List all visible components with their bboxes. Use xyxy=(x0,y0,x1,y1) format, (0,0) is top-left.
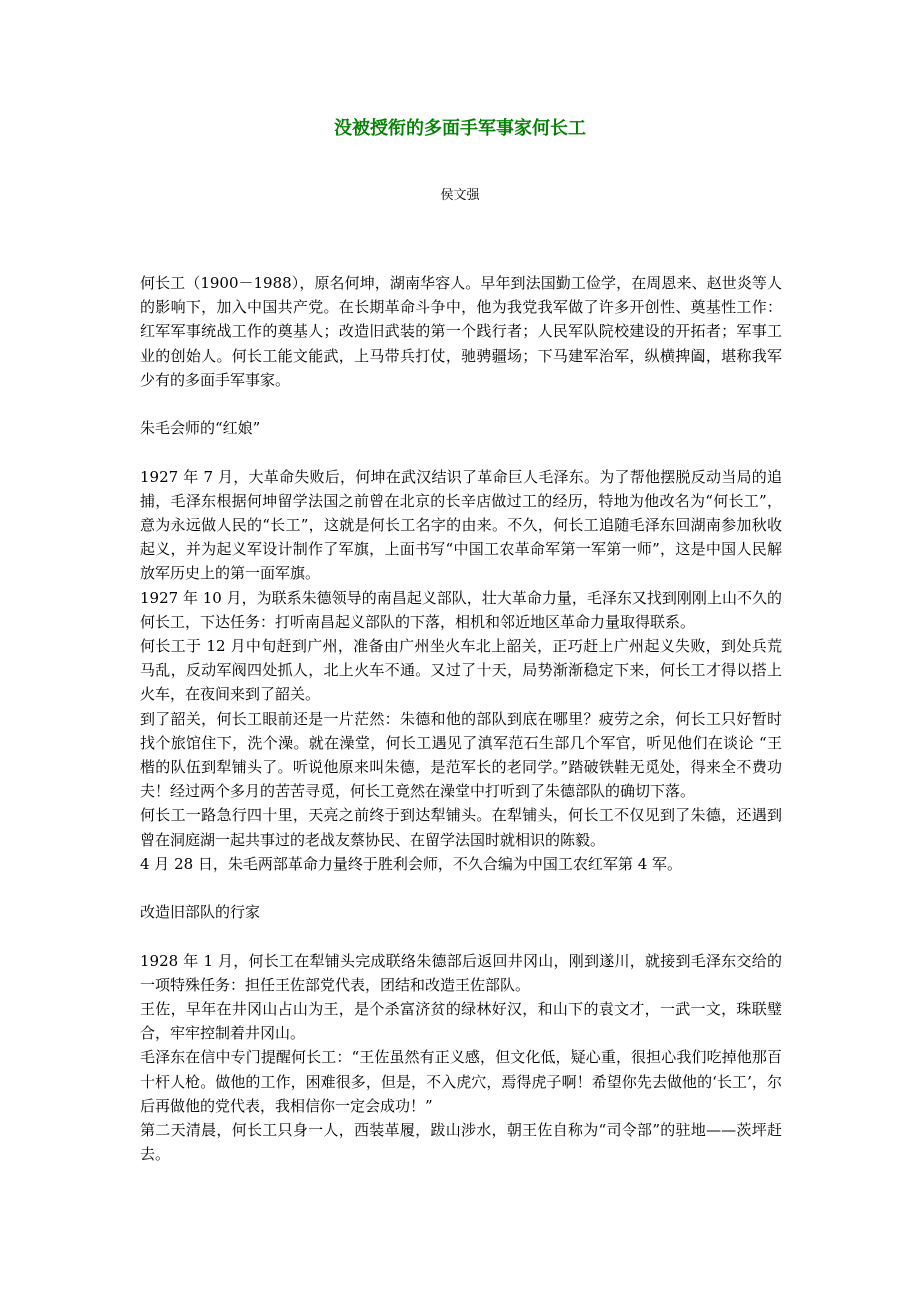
body-paragraph: 4 月 28 日，朱毛两部革命力量终于胜利会师，不久合编为中国工农红军第 4 军。 xyxy=(140,854,683,873)
document-title: 没被授衔的多面手军事家何长工 xyxy=(334,118,586,139)
section-heading-hongniang: 朱毛会师的“红娘” xyxy=(140,419,261,438)
author-name: 侯文强 xyxy=(440,188,480,203)
body-paragraph: 王佐，早年在井冈山占山为王，是个杀富济贫的绿林好汉，和山下的袁文才，一武一文，珠联璧合，牢牢控制着井冈山。 xyxy=(140,1000,782,1043)
body-paragraph: 到了韶关，何长工眼前还是一片茫然：朱德和他的部队到底在哪里？疲劳之余，何长工只好暂时找个旅馆住下，洗个澡。就在澡堂，何长工遇见了滇军范石生部几个军官，听见他们在谈论 “王楷的队伍到犁铺头了。听说他原来叫朱德，是范军长的老同学。”踏破铁鞋无觅处，得来全不费功夫！经过两个多月的苦苦寻觅，何长工竟然在澡堂中打听到了朱德部队的确切下落。 xyxy=(140,709,782,801)
section-heading-gaizao: 改造旧部队的行家 xyxy=(140,903,261,922)
paragraph-spacer xyxy=(140,924,782,948)
body-paragraph: 何长工一路急行四十里，天亮之前终于到达犁铺头。在犁铺头，何长工不仅见到了朱德，还遇到曾在洞庭湖一起共事过的老战友蔡协民、在留学法国时就相识的陈毅。 xyxy=(140,806,782,849)
body-paragraph: 毛泽东在信中专门提醒何长工：“王佐虽然有正义感，但文化低，疑心重，很担心我们吃掉他那百十杆人枪。做他的工作，困难很多，但是，不入虎穴，焉得虎子啊！希望你先去做他的‘长工’，尔后再做他的党代表，我相信你一定会成功！” xyxy=(140,1048,782,1115)
body-paragraph: 第二天清晨，何长工只身一人，西装革履，跋山涉水，朝王佐自称为“司令部”的驻地——茨坪赶去。 xyxy=(140,1121,782,1164)
paragraph-spacer xyxy=(140,392,782,416)
paragraph-spacer xyxy=(140,440,782,464)
body-paragraph: 1927 年 10 月，为联系朱德领导的南昌起义部队，壮大革命力量，毛泽东又找到刚刚上山不久的何长工，下达任务：打听南昌起义部队的下落，相机和邻近地区革命力量取得联系。 xyxy=(140,588,782,631)
body-paragraph: 何长工于 12 月中旬赶到广州，准备由广州坐火车北上韶关，正巧赶上广州起义失败，到处兵荒马乱，反动军阀四处抓人，北上火车不通。又过了十天，局势渐渐稳定下来，何长工才得以搭上火车，在夜间来到了韶关。 xyxy=(140,637,782,704)
body-paragraph: 1928 年 1 月，何长工在犁铺头完成联络朱德部后返回井冈山，刚到遂川，就接到毛泽东交给的一项特殊任务：担任王佐部党代表，团结和改造王佐部队。 xyxy=(140,951,782,994)
paragraph-spacer xyxy=(140,876,782,900)
intro-paragraph: 何长工（1900－1988），原名何坤，湖南华容人。早年到法国勤工俭学，在周恩来、赵世炎等人的影响下，加入中国共产党。在长期革命斗争中，他为我党我军做了许多开创性、奠基性工作：红军军事统战工作的奠基人；改造旧武装的第一个践行者；人民军队院校建设的开拓者；军事工业的创始人。何长工能文能武，上马带兵打仗，驰骋疆场；下马建军治军，纵横捭阖，堪称我军少有的多面手军事家。 xyxy=(140,274,782,389)
article-body xyxy=(140,271,782,1166)
body-paragraph: 1927 年 7 月，大革命失败后，何坤在武汉结识了革命巨人毛泽东。为了帮他摆脱反动当局的追捕，毛泽东根据何坤留学法国之前曾在北京的长辛店做过工的经历，特地为他改名为“何长工”，意为永远做人民的“长工”，这就是何长工名字的由来。不久，何长工追随毛泽东回湖南参加秋收起义，并为起义军设计制作了军旗，上面书写“中国工农革命军第一军第一师”，这是中国人民解放军历史上的第一面军旗。 xyxy=(140,467,782,583)
